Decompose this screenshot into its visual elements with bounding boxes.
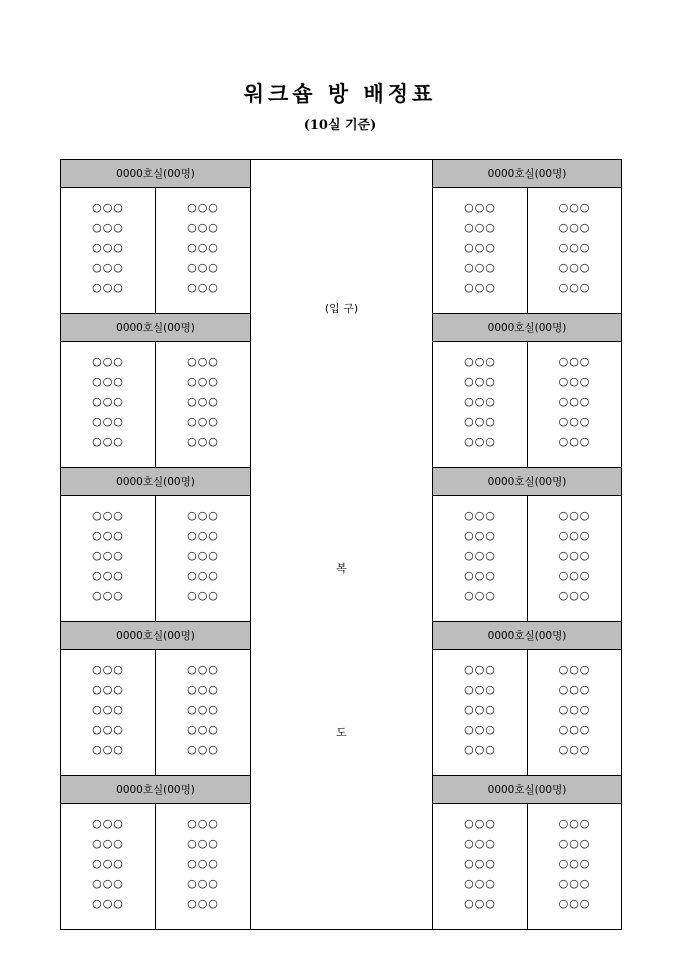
room-occupants-left-1-col-1: ○○○ ○○○ ○○○ ○○○ ○○○ <box>61 188 156 314</box>
room-occupants-left-3-col-2: ○○○ ○○○ ○○○ ○○○ ○○○ <box>156 496 251 622</box>
room-header-left-1: 0000호실(00명) <box>61 160 251 188</box>
room-header-left-4: 0000호실(00명) <box>61 622 251 650</box>
room-occupants-left-2-col-2: ○○○ ○○○ ○○○ ○○○ ○○○ <box>156 342 251 468</box>
room-occupants-left-1-col-2: ○○○ ○○○ ○○○ ○○○ ○○○ <box>156 188 251 314</box>
room-occupants-right-2-col-1: ○○○ ○○○ ○○○ ○○○ ○○○ <box>433 342 528 468</box>
room-occupants-left-5-col-2: ○○○ ○○○ ○○○ ○○○ ○○○ <box>156 804 251 930</box>
room-occupants-right-3-col-1: ○○○ ○○○ ○○○ ○○○ ○○○ <box>433 496 528 622</box>
page-title: 워크숍 방 배정표 <box>243 81 437 106</box>
room-occupants-right-5-col-1: ○○○ ○○○ ○○○ ○○○ ○○○ <box>433 804 528 930</box>
corridor-label-char-1: 복 <box>336 562 347 575</box>
room-occupants-left-2-col-1: ○○○ ○○○ ○○○ ○○○ ○○○ <box>61 342 156 468</box>
room-occupants-left-5-col-1: ○○○ ○○○ ○○○ ○○○ ○○○ <box>61 804 156 930</box>
room-occupants-right-2-col-2: ○○○ ○○○ ○○○ ○○○ ○○○ <box>528 342 622 468</box>
page-subtitle: (10실 기준) <box>303 118 377 133</box>
room-header-right-4: 0000호실(00명) <box>433 622 622 650</box>
room-occupants-left-3-col-1: ○○○ ○○○ ○○○ ○○○ ○○○ <box>61 496 156 622</box>
room-header-left-2: 0000호실(00명) <box>61 314 251 342</box>
room-header-left-3: 0000호실(00명) <box>61 468 251 496</box>
room-header-right-5: 0000호실(00명) <box>433 776 622 804</box>
room-occupants-left-4-col-1: ○○○ ○○○ ○○○ ○○○ ○○○ <box>61 650 156 776</box>
room-occupants-right-4-col-1: ○○○ ○○○ ○○○ ○○○ ○○○ <box>433 650 528 776</box>
room-occupants-right-3-col-2: ○○○ ○○○ ○○○ ○○○ ○○○ <box>528 496 622 622</box>
room-occupants-right-5-col-2: ○○○ ○○○ ○○○ ○○○ ○○○ <box>528 804 622 930</box>
corridor-entrance-label: (입 구) <box>324 302 359 315</box>
room-occupants-left-4-col-2: ○○○ ○○○ ○○○ ○○○ ○○○ <box>156 650 251 776</box>
corridor <box>251 160 433 930</box>
corridor-label-char-2: 도 <box>336 726 347 739</box>
room-header-left-5: 0000호실(00명) <box>61 776 251 804</box>
room-occupants-right-1-col-2: ○○○ ○○○ ○○○ ○○○ ○○○ <box>528 188 622 314</box>
room-header-right-1: 0000호실(00명) <box>433 160 622 188</box>
room-assignment-table <box>60 159 622 930</box>
room-occupants-right-4-col-2: ○○○ ○○○ ○○○ ○○○ ○○○ <box>528 650 622 776</box>
room-occupants-right-1-col-1: ○○○ ○○○ ○○○ ○○○ ○○○ <box>433 188 528 314</box>
room-header-right-3: 0000호실(00명) <box>433 468 622 496</box>
room-header-right-2: 0000호실(00명) <box>433 314 622 342</box>
